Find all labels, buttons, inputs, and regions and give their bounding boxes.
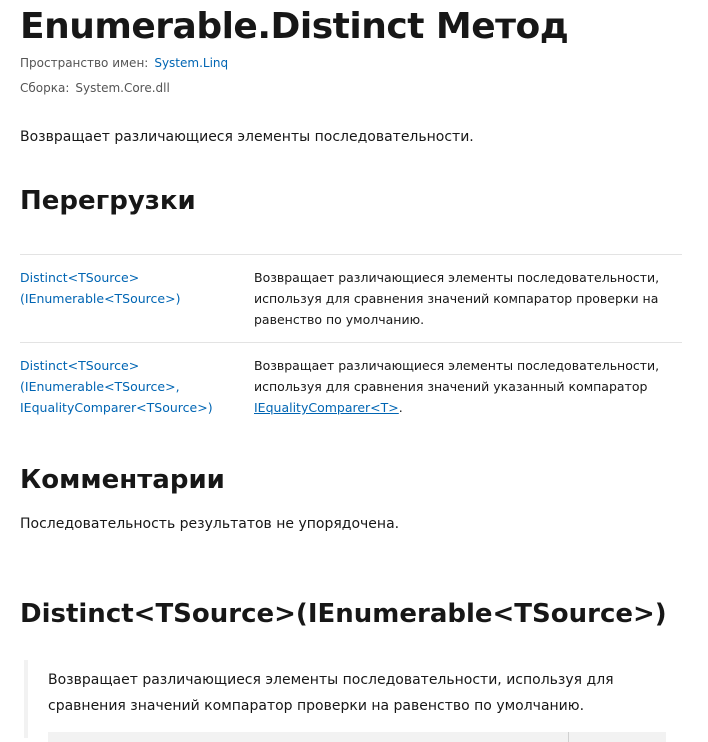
code-block-divider <box>568 732 569 742</box>
namespace-label: Пространство имен: <box>20 56 149 70</box>
overload-description-suffix: . <box>398 400 403 415</box>
page-title: Enumerable.Distinct Метод <box>20 6 569 47</box>
distinct-overload-heading: Distinct<TSource>(IEnumerable<TSource>) <box>20 599 667 629</box>
method-summary: Возвращает различающиеся элементы последовательности. <box>20 129 474 145</box>
overload-name-line: (IEnumerable<TSource>, <box>20 379 180 394</box>
iequalitycomparer-link[interactable]: IEqualityComparer<T> <box>254 400 399 415</box>
overload-row <box>20 255 682 343</box>
overload-description: Возвращает различающиеся элементы последовательности, используя для сравнения значений компаратор проверки на равенство по умолчанию. <box>254 270 660 327</box>
overload-link-1[interactable] <box>20 267 240 309</box>
assembly-label: Сборка: <box>20 81 70 95</box>
assembly-info <box>20 81 170 95</box>
overload-description-text: Возвращает различающиеся элементы последовательности, используя для сравнения значений указанный компаратор <box>254 358 660 394</box>
code-block-header <box>48 732 666 742</box>
overloads-table <box>20 254 682 431</box>
namespace-link[interactable]: System.Linq <box>154 56 229 70</box>
namespace-info <box>20 56 228 70</box>
distinct-overload-description: Возвращает различающиеся элементы последовательности, используя для сравнения значений компаратор проверки на равенство по умолчанию. <box>48 672 614 714</box>
overloads-heading: Перегрузки <box>20 186 196 216</box>
overload-row <box>20 343 682 431</box>
overload-link-2[interactable] <box>20 355 240 418</box>
overload-description <box>254 355 682 418</box>
assembly-value: System.Core.dll <box>75 81 170 95</box>
remarks-heading: Комментарии <box>20 465 225 495</box>
overload-name-line: Distinct<TSource> <box>20 270 140 285</box>
overload-name-line: Distinct<TSource> <box>20 358 140 373</box>
overload-name-line: IEqualityComparer<TSource>) <box>20 400 213 415</box>
overload-name-line: (IEnumerable<TSource>) <box>20 291 181 306</box>
remarks-text: Последовательность результатов не упорядочена. <box>20 516 400 532</box>
distinct-overload-block <box>24 660 682 738</box>
